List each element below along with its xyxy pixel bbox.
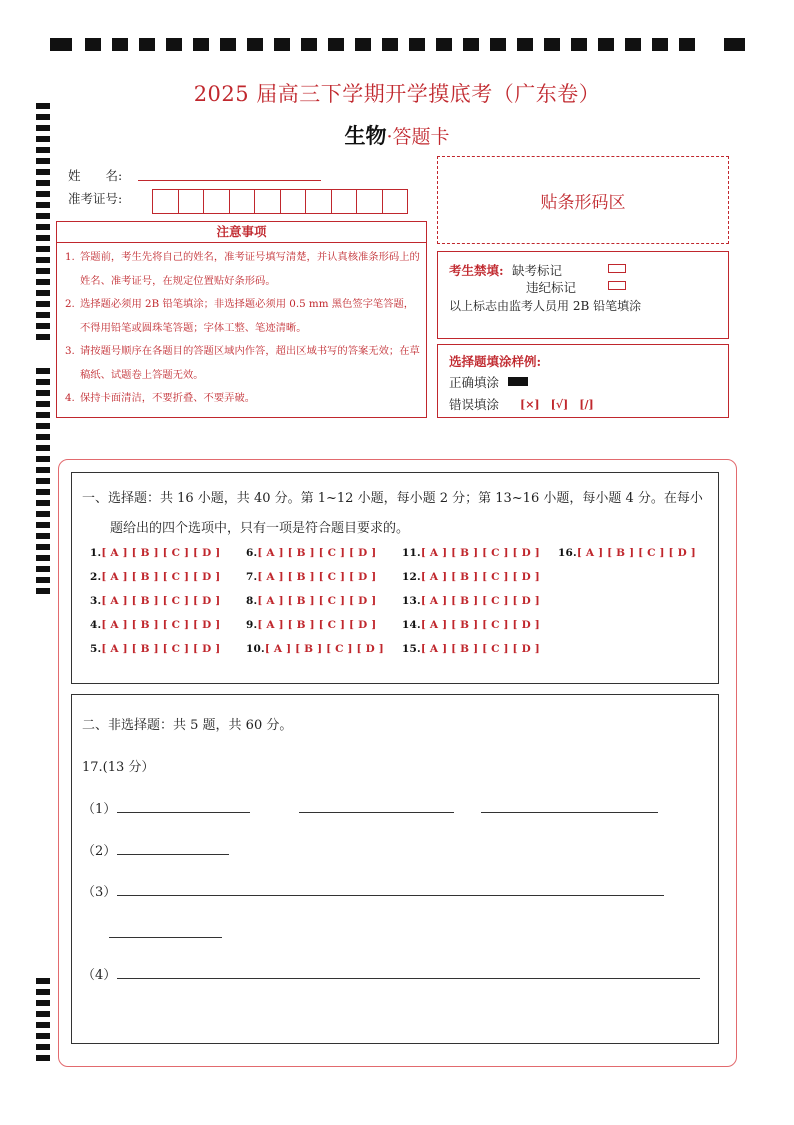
choice-question-7[interactable]: 7.[ A ] [ B ] [ C ] [ D ] bbox=[246, 571, 377, 583]
notice-item: 4. 保持卡面清洁，不要折叠、不要弄破。 bbox=[65, 392, 256, 404]
forbidden-note: 以上标志由监考人员用 2B 铅笔填涂 bbox=[449, 299, 642, 313]
choice-question-1[interactable]: 1.[ A ] [ B ] [ C ] [ D ] bbox=[90, 547, 221, 559]
choice-question-9[interactable]: 9.[ A ] [ B ] [ C ] [ D ] bbox=[246, 619, 377, 631]
fill-example-heading: 选择题填涂样例: bbox=[449, 354, 542, 369]
choice-question-11[interactable]: 11.[ A ] [ B ] [ C ] [ D ] bbox=[402, 547, 540, 559]
choice-question-13[interactable]: 13.[ A ] [ B ] [ C ] [ D ] bbox=[402, 595, 540, 607]
choice-section-instructions: 一、选择题：共 16 小题，共 40 分。第 1~12 小题，每小题 2 分；第 13~16 小题，每小题 4 分。在每小 bbox=[82, 491, 703, 506]
part-1-label: （1） bbox=[82, 802, 117, 817]
answer-line-1c[interactable] bbox=[481, 812, 658, 813]
exam-title: 2025 届高三下学期开学摸底考（广东卷） bbox=[193, 82, 601, 106]
correct-fill-mark bbox=[508, 377, 528, 386]
correct-fill-label: 正确填涂 bbox=[449, 375, 500, 390]
name-label: 姓 名: bbox=[68, 168, 123, 183]
answer-line-1a[interactable] bbox=[117, 812, 250, 813]
side-timing-marks-bottom bbox=[36, 978, 50, 1066]
notice-box bbox=[56, 221, 427, 418]
violation-mark-box[interactable] bbox=[608, 281, 626, 290]
answer-line-2[interactable] bbox=[117, 854, 229, 855]
barcode-area: 贴条形码区 bbox=[437, 156, 729, 244]
top-timing-marks bbox=[50, 38, 745, 51]
choice-question-8[interactable]: 8.[ A ] [ B ] [ C ] [ D ] bbox=[246, 595, 377, 607]
choice-question-16[interactable]: 16.[ A ] [ B ] [ C ] [ D ] bbox=[558, 547, 696, 559]
exam-id-label: 准考证号: bbox=[68, 191, 123, 206]
notice-item: 2. 选择题必须用 2B 铅笔填涂；非选择题必须用 0.5 mm 黑色签字笔答题，不得用铅笔或圆珠笔答题；字体工整、笔迹清晰。 bbox=[65, 298, 415, 334]
part-4-label: （4） bbox=[82, 968, 117, 983]
exam-id-boxes[interactable] bbox=[152, 189, 407, 214]
choice-question-3[interactable]: 3.[ A ] [ B ] [ C ] [ D ] bbox=[90, 595, 221, 607]
choice-question-12[interactable]: 12.[ A ] [ B ] [ C ] [ D ] bbox=[402, 571, 540, 583]
examinee-forbidden-box bbox=[437, 251, 729, 339]
absent-mark-box[interactable] bbox=[608, 264, 626, 273]
choice-question-6[interactable]: 6.[ A ] [ B ] [ C ] [ D ] bbox=[246, 547, 377, 559]
question-17-label: 17.(13 分） bbox=[82, 760, 155, 775]
wrong-fill-marks: [×] [√] [/] bbox=[520, 398, 594, 411]
choice-question-15[interactable]: 15.[ A ] [ B ] [ C ] [ D ] bbox=[402, 643, 540, 655]
notice-heading: 注意事项 bbox=[57, 222, 426, 243]
answer-line-3a[interactable] bbox=[117, 895, 664, 896]
non-choice-section bbox=[71, 694, 719, 1044]
violation-mark-label: 违纪标记 bbox=[526, 280, 577, 295]
subject-name: 生物 bbox=[344, 123, 387, 148]
choice-question-2[interactable]: 2.[ A ] [ B ] [ C ] [ D ] bbox=[90, 571, 221, 583]
notice-item: 1. 答题前，考生先将自己的姓名，准考证号填写清楚，并认真核准条形码上的姓名、准考证号，在规定位置贴好条形码。 bbox=[65, 251, 420, 287]
choice-section-instructions-cont: 题给出的四个选项中，只有一项是符合题目要求的。 bbox=[110, 521, 410, 536]
notice-item: 3. 请按题号顺序在各题目的答题区域内作答，超出区域书写的答案无效；在草稿纸、试题卷上答题无效。 bbox=[65, 345, 420, 381]
card-label: ·答题卡 bbox=[386, 126, 450, 148]
answer-line-4[interactable] bbox=[117, 978, 700, 979]
answer-line-3b[interactable] bbox=[109, 937, 222, 938]
answer-line-1b[interactable] bbox=[299, 812, 454, 813]
choice-question-14[interactable]: 14.[ A ] [ B ] [ C ] [ D ] bbox=[402, 619, 540, 631]
choice-question-5[interactable]: 5.[ A ] [ B ] [ C ] [ D ] bbox=[90, 643, 221, 655]
choice-question-4[interactable]: 4.[ A ] [ B ] [ C ] [ D ] bbox=[90, 619, 221, 631]
part-3-label: （3） bbox=[82, 885, 117, 900]
non-choice-heading: 二、非选择题：共 5 题，共 60 分。 bbox=[82, 718, 293, 733]
subject-heading bbox=[0, 120, 794, 150]
fill-example-box bbox=[437, 344, 729, 418]
wrong-fill-label: 错误填涂 bbox=[449, 397, 500, 412]
part-2-label: （2） bbox=[82, 844, 117, 859]
name-field[interactable] bbox=[138, 180, 321, 181]
choice-question-10[interactable]: 10.[ A ] [ B ] [ C ] [ D ] bbox=[246, 643, 384, 655]
forbidden-label: 考生禁填: bbox=[449, 263, 504, 278]
side-timing-marks-middle bbox=[36, 368, 50, 599]
absent-mark-label: 缺考标记 bbox=[512, 263, 563, 278]
